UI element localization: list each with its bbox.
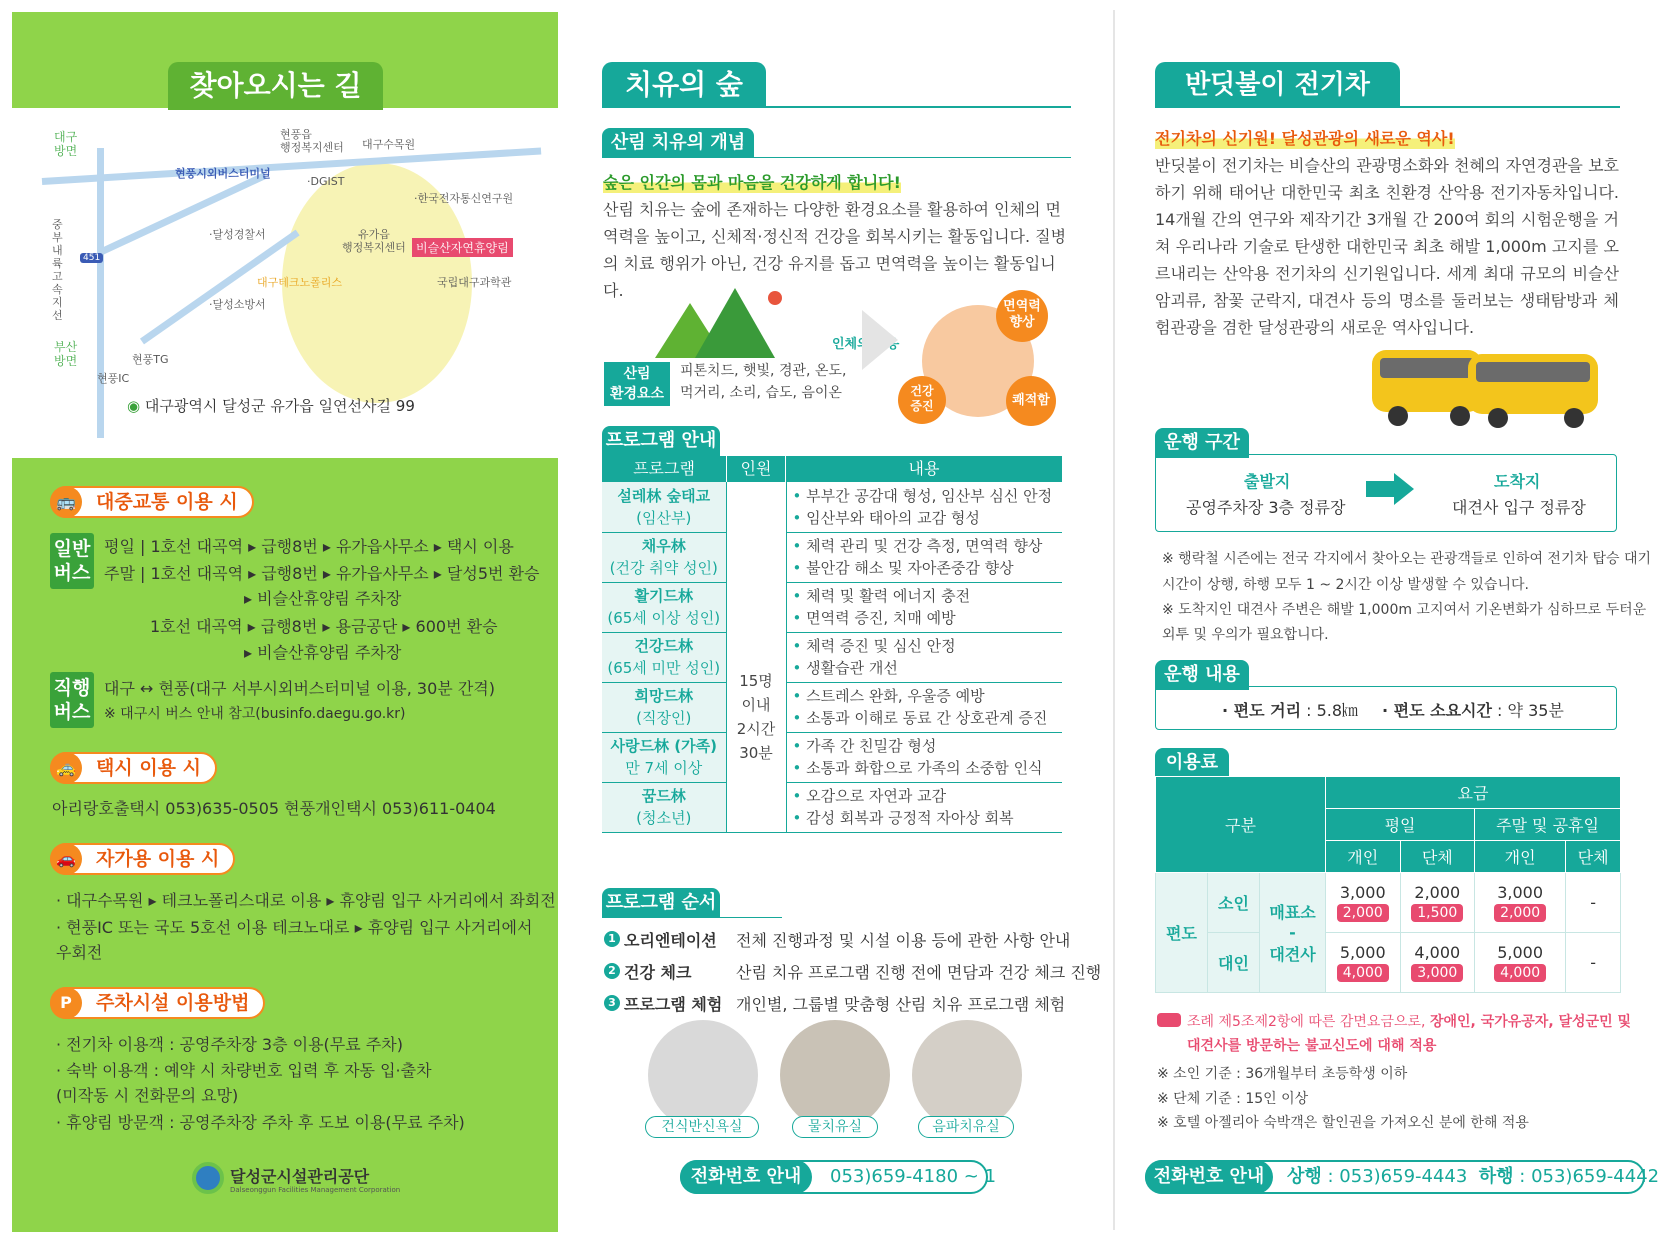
route-to-label: 도착지 [1494, 472, 1541, 491]
transit-row-4: 1호선 대곡역 ▸ 급행8번 ▸ 용금공단 ▸ 600번 환승 [150, 617, 498, 636]
discount-swatch [1157, 1013, 1181, 1027]
step-name: 오리엔테이션 [624, 931, 717, 950]
mountains-illustration [655, 283, 795, 363]
route-arrow-shaft [1366, 481, 1396, 497]
middle-phone-label: 전화번호 안내 [680, 1160, 812, 1194]
map-label-daegu-direction: 대구 방면 [54, 130, 78, 158]
parking-row-4: · 휴양림 방문객 : 공영주차장 주차 후 도보 이용(무료 주차) [56, 1113, 465, 1132]
fee-cell [1475, 933, 1566, 993]
fee-header-individual: 개인 [1475, 841, 1566, 873]
program-target: (65세 이상 성인) [607, 609, 721, 627]
sun-shape [768, 291, 782, 305]
program-desc-1: • 오감으로 자연과 교감 [793, 785, 1063, 807]
operation-time [1382, 698, 1564, 721]
program-name-cell [602, 782, 726, 832]
step-desc: 전체 진행과정 및 시설 이용 등에 관한 사항 안내 [736, 931, 1071, 950]
fee-value: 3,000 [1497, 883, 1544, 902]
program-name: 활기드林 [634, 587, 693, 605]
bus-wheel [1564, 408, 1584, 428]
time-label: · 편도 소요시간 [1382, 701, 1492, 720]
program-desc-1: • 부부간 공감대 형성, 임산부 심신 안정 [793, 485, 1063, 507]
header-content: 내용 [908, 459, 940, 478]
fee-discount: 3,000 [1411, 964, 1463, 982]
middle-title-rule [766, 106, 1071, 108]
bus-icon: 🚌 [50, 486, 82, 518]
fee-cell [1400, 873, 1475, 933]
fee-cell [1400, 933, 1475, 993]
program-header [602, 456, 1062, 482]
env-tag: 산림 환경요소 [604, 362, 670, 406]
route-arrow-icon [1394, 473, 1414, 505]
operation-tag: 운행 내용 [1155, 660, 1249, 690]
fee-cell [1475, 873, 1566, 933]
route-note-1: ※ 행락철 시즌에는 전국 각지에서 찾아오는 관광객들로 인하여 전기차 탑승 대기 [1162, 551, 1651, 567]
map-label-kesti: ·한국전자통신연구원 [414, 192, 514, 205]
fee-header-individual: 개인 [1326, 841, 1401, 873]
logo-text-en: Dalseonggun Facilities Management Corporation [230, 1186, 401, 1194]
transit-row-5: ▸ 비슬산휴양림 주차장 [244, 643, 402, 662]
operation-distance [1222, 698, 1358, 721]
direct-row-1: 대구 ↔ 현풍(대구 서부시외버스터미널 이용, 30분 간격) [104, 679, 495, 698]
program-row [602, 582, 1062, 632]
program-desc-2: • 면역력 증진, 치매 예방 [793, 607, 1063, 629]
route-from: 공영주차장 3층 정류장 [1186, 498, 1346, 517]
car-icon: 🚗 [50, 843, 82, 875]
fee-cell [1566, 933, 1621, 993]
order-rule [602, 917, 782, 918]
fee-header-fee: 요금 [1326, 777, 1621, 809]
program-desc-cell [786, 632, 1062, 682]
step-number: 1 [604, 931, 620, 947]
fee-header-weekday: 평일 [1326, 809, 1475, 841]
map-label-hyeonpung-ic: 현풍IC [97, 372, 130, 385]
program-row [602, 732, 1062, 782]
program-tag: 프로그램 안내 [602, 426, 720, 456]
map-label-daegu-arboretum: 대구수목원 [362, 138, 416, 151]
fee-discount: 2,000 [1494, 904, 1546, 922]
fee-discount: 4,000 [1337, 964, 1389, 982]
fee-header-weekend: 주말 및 공휴일 [1475, 809, 1621, 841]
right-phone [1145, 1160, 1660, 1194]
phone-up-label: 상행 [1287, 1166, 1322, 1187]
discount-note-2: 대견사를 방문하는 불교신도에 대해 적용 [1187, 1038, 1437, 1054]
mountain-shape [695, 288, 775, 358]
caption-sound-therapy: 음파치유실 [918, 1116, 1014, 1138]
right-body: 반딧불이 전기차는 비슬산의 관광명소화와 천혜의 자연경관을 보호하기 위해 태어난 대한민국 최초 친환경 산악용 전기자동차입니다. 14개월 간의 연구와 제작기간 3개월 간 200여 회의 시험운행을 거쳐 우리나라 기술로 탄생한 대한민국 최초 해발 1,000m 고지를 오르내리는 산악용 전기차의 신기원입니다. 세계 최대 규모의 비슬산 암괴류, 참꽃 군락지, 대견사 등의 명소를 둘러보는 생태탐방과 체험관광을 겸한 달성관광의 새로운 역사입니다. [1155, 156, 1619, 337]
route-to: 대견사 입구 정류장 [1452, 498, 1586, 517]
program-name-cell [602, 532, 726, 582]
step-name: 프로그램 체험 [624, 995, 723, 1014]
program-name-cell [602, 732, 726, 782]
car-row-2: · 현풍IC 또는 국도 5호선 이용 테크노대로 ▸ 휴양림 입구 사거리에서 [56, 918, 533, 937]
program-row [602, 532, 1062, 582]
parking-title [50, 987, 265, 1019]
taxi-title [50, 752, 217, 784]
program-desc-2: • 감성 회복과 긍정적 자아상 회복 [793, 807, 1063, 829]
program-desc-1: • 스트레스 완화, 우울증 예방 [793, 685, 1063, 707]
program-desc-2: • 생활습관 개선 [793, 657, 1063, 679]
fee-cell [1326, 933, 1401, 993]
fee-one-way: 편도 [1156, 873, 1208, 993]
fee-header-group: 단체 [1566, 841, 1621, 873]
program-name-cell [602, 582, 726, 632]
concept-rule [602, 157, 1071, 158]
program-desc-cell [786, 682, 1062, 732]
taxi-icon: 🚕 [50, 752, 82, 784]
program-desc-2: • 소통과 화합으로 가족의 소중함 인식 [793, 757, 1063, 779]
fee-discount: 4,000 [1494, 964, 1546, 982]
phone-down: : 053)659-4442 [1513, 1166, 1660, 1187]
map-road-highway [97, 148, 104, 438]
program-name: 꿈드林 [641, 787, 686, 805]
right-phone-label: 전화번호 안내 [1145, 1160, 1273, 1194]
program-table [602, 482, 1062, 833]
program-desc-2: • 소통과 이해로 동료 간 상호관계 증진 [793, 707, 1063, 729]
phone-up: : 053)659-4443 [1321, 1166, 1468, 1187]
photo-sound-therapy [912, 1020, 1022, 1130]
program-desc-1: • 체력 및 활력 에너지 충전 [793, 585, 1063, 607]
route-tag: 운행 구간 [1155, 428, 1249, 458]
right-title-rule [1398, 106, 1620, 108]
program-desc-1: • 가족 간 친밀감 형성 [793, 735, 1063, 757]
concept-body: 산림 치유는 숲에 존재하는 다양한 환경요소를 활용하여 인체의 면역력을 높이고, 신체적·정신적 건강을 회복시키는 활동입니다. 질병의 치료 행위가 아닌, 건강 유지를 돕고 면역력을 높이는 활동입니다. [603, 200, 1067, 300]
fee-note-3: ※ 호텔 아젤리아 숙박객은 할인권을 가져오신 분에 한해 적용 [1157, 1115, 1529, 1131]
program-desc-cell [786, 732, 1062, 782]
fee-header-group: 단체 [1400, 841, 1475, 873]
discount-note-a: 조례 제5조제2항에 따른 감면요금으로, [1187, 1014, 1430, 1030]
right-phone-numbers [1287, 1162, 1659, 1192]
photo-water-therapy [780, 1020, 890, 1130]
fee-value: - [1590, 893, 1596, 912]
direct-row-2: ※ 대구시 버스 안내 참고(businfo.daegu.go.kr) [104, 706, 406, 722]
parking-row-1: · 전기차 이용객 : 공영주차장 3층 이용(무료 주차) [56, 1035, 403, 1054]
fee-place: 매표소 - 대견사 [1260, 873, 1326, 993]
discount-note-1 [1187, 1011, 1631, 1031]
right-title: 반딧불이 전기차 [1155, 62, 1400, 108]
program-name: 희망드林 [634, 687, 693, 705]
transit-row-3: ▸ 비슬산휴양림 주차장 [244, 589, 402, 608]
transit-title-text: 대중교통 이용 시 [96, 491, 238, 513]
program-desc-2: • 임산부와 태아의 교감 형성 [793, 507, 1063, 529]
middle-title: 치유의 숲 [602, 62, 766, 108]
map-label-highway: 중부내륙고속지선 [52, 218, 63, 322]
header-capacity: 인원 [726, 456, 786, 482]
discount-note-b: 장애인, 국가유공자, 달성군민 및 [1429, 1014, 1632, 1030]
fee-cell [1326, 873, 1401, 933]
reaction-label: 인체의 반응 [832, 337, 900, 352]
bus-wheel [1488, 408, 1508, 428]
car-row-1: · 대구수목원 ▸ 테크노폴리스대로 이용 ▸ 휴양림 입구 사거리에서 좌회전 [56, 891, 556, 910]
route-note-2: 시간이 상행, 하행 모두 1 ~ 2시간 이상 발생할 수 있습니다. [1162, 577, 1529, 593]
map-label-dgist: ·DGIST [307, 175, 345, 188]
route-note-4: 외투 및 우의가 필요합니다. [1162, 627, 1329, 643]
program-target: (65세 미만 성인) [607, 659, 721, 677]
step-number: 2 [604, 963, 620, 979]
map-label-busan-direction: 부산 방면 [54, 340, 78, 368]
route-box [1155, 454, 1617, 532]
logo-text: 달성군시설관리공단 [230, 1167, 370, 1186]
program-name-cell [602, 482, 726, 532]
photo-dry-bath [648, 1020, 758, 1130]
program-name: 설레林 숲태교 [617, 486, 711, 505]
program-desc-1: • 체력 관리 및 건강 측정, 면역력 향상 [793, 535, 1063, 557]
transit-row-2: 주말 | 1호선 대곡역 ▸ 급행8번 ▸ 유가읍사무소 ▸ 달성5번 환승 [104, 564, 540, 583]
fee-child: 소인 [1208, 873, 1260, 933]
bus-window [1476, 362, 1590, 382]
program-target: (직장인) [636, 709, 692, 727]
caption-water-therapy: 물치유실 [792, 1116, 878, 1138]
direct-bus-tag: 직행 버스 [50, 672, 94, 728]
step-number: 3 [604, 995, 620, 1011]
fee-note-1: ※ 소인 기준 : 36개월부터 초등학생 이하 [1157, 1066, 1408, 1082]
program-row [602, 482, 1062, 532]
fee-note-2: ※ 단체 기준 : 15인 이상 [1157, 1091, 1309, 1107]
program-target: (임산부) [636, 508, 692, 527]
program-row [602, 782, 1062, 832]
fee-value: 5,000 [1497, 943, 1544, 962]
parking-icon: P [50, 987, 82, 1019]
program-name: 사랑드林 (가족) [610, 737, 717, 755]
electric-bus-illustration [1368, 338, 1610, 434]
distance-label: · 편도 거리 [1222, 701, 1302, 720]
parking-title-text: 주차시설 이용방법 [96, 992, 250, 1014]
operation-box [1155, 686, 1617, 730]
program-desc-cell [786, 782, 1062, 832]
taxi-title-text: 택시 이용 시 [96, 757, 201, 779]
transit-title [50, 486, 254, 518]
taxi-text: 아리랑호출택시 053)635-0505 현풍개인택시 053)611-0404 [52, 799, 496, 818]
caption-dry-bath: 건식반신욕실 [645, 1116, 759, 1138]
fee-value: 5,000 [1339, 943, 1386, 962]
program-name-cell [602, 632, 726, 682]
parking-row-2: · 숙박 이용객 : 예약 시 차량번호 입력 후 자동 입·출차 [56, 1061, 432, 1080]
program-desc-2: • 불안감 해소 및 자아존중감 향상 [793, 557, 1063, 579]
route-note-3: ※ 도착지인 대견사 주변은 해발 1,000m 고지여서 기온변화가 심하므로 두터운 [1162, 602, 1647, 618]
header-program: 프로그램 [633, 459, 695, 478]
car-row-3: 우회전 [56, 943, 103, 962]
distance-value: : 5.8㎞ [1301, 701, 1359, 720]
fee-header-division: 구분 [1156, 777, 1326, 873]
time-value: : 약 35분 [1491, 701, 1564, 720]
fee-tag: 이용료 [1155, 748, 1229, 778]
fee-adult: 대인 [1208, 933, 1260, 993]
fee-cell [1566, 873, 1621, 933]
bubble-comfort: 쾌적함 [1006, 376, 1056, 426]
map-route-shield: 451 [80, 253, 103, 263]
fee-value: - [1590, 953, 1596, 972]
program-row [602, 632, 1062, 682]
bus-window [1380, 358, 1474, 378]
left-title: 찾아오시는 길 [168, 62, 383, 110]
middle-phone [680, 1160, 997, 1194]
route-from-label: 출발지 [1244, 472, 1291, 491]
map-label-yuga-office: 유가읍 행정복지센터 [342, 228, 406, 254]
program-target: 만 7세 이상 [625, 759, 703, 777]
car-title-text: 자가용 이용 시 [96, 848, 220, 870]
map-label-hyeonpung-tg: 현풍TG [132, 353, 169, 366]
env-text: 피톤치드, 햇빛, 경관, 온도, 먹거리, 소리, 습도, 음이온 [680, 363, 847, 401]
concept-tag: 산림 치유의 개념 [602, 128, 754, 158]
program-name: 채우林 [641, 537, 686, 555]
step-desc: 산림 치유 프로그램 진행 전에 면담과 건강 체크 진행 [736, 963, 1102, 982]
step-name: 건강 체크 [624, 963, 692, 982]
transit-row-1: 평일 | 1호선 대곡역 ▸ 급행8번 ▸ 유가읍사무소 ▸ 택시 이용 [104, 537, 514, 556]
bubble-health: 건강 증진 [898, 376, 946, 424]
logo-icon [192, 1162, 224, 1194]
address-text: 대구광역시 달성군 유가읍 일연선사길 99 [144, 397, 415, 415]
concept-headline: 숲은 인간의 몸과 마음을 건강하게 합니다! [603, 170, 901, 193]
program-name-cell [602, 682, 726, 732]
fold-line [1113, 10, 1115, 1230]
fee-value: 4,000 [1414, 943, 1461, 962]
fee-discount: 1,500 [1411, 904, 1463, 922]
map-label-forest: 비슬산자연휴양림 [412, 238, 513, 257]
map-label-science: 국립대구과학관 [437, 276, 512, 289]
map-label-hyeonpung-office: 현풍읍 행정복지센터 [280, 128, 344, 154]
step-desc: 개인별, 그룹별 맞춤형 산림 치유 프로그램 체험 [736, 995, 1066, 1014]
program-target: (건강 취약 성인) [609, 559, 718, 577]
map-area [12, 108, 558, 458]
address [127, 395, 415, 416]
fee-table [1155, 776, 1621, 993]
parking-row-3: (미작동 시 전화문의 요망) [56, 1086, 239, 1105]
program-desc-cell [786, 482, 1062, 532]
program-capacity: 15명 이내 2시간 30분 [726, 482, 786, 832]
program-name: 건강드林 [634, 637, 693, 655]
program-row [602, 682, 1062, 732]
phone-down-label: 하행 [1478, 1166, 1514, 1187]
map-label-bus-terminal: 현풍시외버스터미널 [175, 167, 271, 180]
program-desc-cell [786, 582, 1062, 632]
location-pin-icon: ◉ [127, 397, 145, 415]
program-target: (청소년) [636, 809, 692, 827]
right-headline: 전기차의 신기원! 달성관광의 새로운 역사! [1155, 126, 1455, 149]
bubble-immunity: 면역력 향상 [996, 290, 1048, 342]
map-label-fire: ·달성소방서 [209, 298, 266, 311]
order-tag: 프로그램 순서 [602, 888, 720, 918]
arrow-icon [862, 310, 898, 370]
fee-value: 2,000 [1414, 883, 1461, 902]
bus-wheel [1450, 406, 1470, 426]
map-label-techno: 대구테크노폴리스 [257, 276, 343, 289]
middle-phone-number: 053)659-4180 ~ 1 [830, 1166, 997, 1187]
general-bus-tag: 일반 버스 [50, 533, 94, 589]
map-road-a [101, 172, 267, 254]
program-desc-cell [786, 532, 1062, 582]
program-desc-1: • 체력 증진 및 심신 안정 [793, 635, 1063, 657]
map-label-police: ·달성경찰서 [209, 228, 266, 241]
car-title [50, 843, 235, 875]
fee-discount: 2,000 [1337, 904, 1389, 922]
bus-wheel [1388, 406, 1408, 426]
fee-value: 3,000 [1339, 883, 1386, 902]
